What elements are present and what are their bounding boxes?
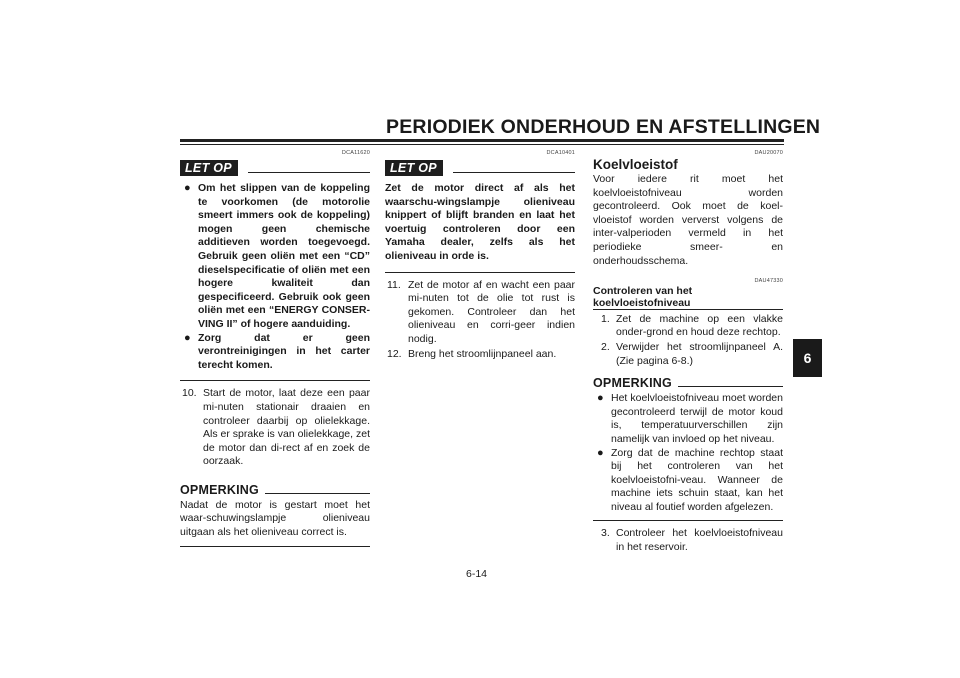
note-rule [678, 386, 783, 387]
step-12: 12. Breng het stroomlijnpaneel aan. [387, 347, 557, 360]
header-rule-thin [180, 144, 784, 145]
column-1 [180, 150, 370, 547]
list-item: ● Zorg dat de machine rechtop staat bij het controleren van het koelvloeistofni-veau. Wanneer de machine iets schuin staat, kan het niveau al foutief worden afgelezen. [593, 447, 783, 515]
bullet-icon: ● [184, 331, 191, 344]
reference-code: DAU20070 [754, 150, 783, 156]
caution-end-rule [385, 272, 575, 273]
note-rule [265, 493, 370, 494]
list-item: ● Om het slippen van de koppeling te voorkomen (de motorolie smeert immers ook de koppeling) mogen geen chemische additieven worden toegevoegd. Gebruik geen oliën met een “CD” dieselspecificatie of oliën met een hogere kwaliteit dan gespecificeerd. Gebruik ook geen oliën met een “ENERGY CONSER-VING II” of hogere aanduiding. [180, 182, 370, 332]
caution-list [180, 182, 370, 372]
caution-badge: LET OP [385, 160, 443, 176]
step-11: 11. Zet de motor af en wacht een paar mi-nuten tot de olie tot rust is gekomen. Controleer dan het olieniveau en corri-geer indien nodig. [387, 278, 575, 345]
list-item: ● Zorg dat er geen verontreinigingen in het carter terecht komen. [180, 332, 370, 373]
subsection-title: Controleren van het koelvloeistofniveau [593, 285, 783, 310]
note-end-rule [593, 520, 783, 521]
bullet-icon: ● [597, 392, 604, 405]
step-10: 10. Start de motor, laat deze een paar mi-nuten stationair draaien en controleer daarbij op olielekkage. Als er sprake is van olielekkage, zet de motor dan di-rect af en zoek de oorzaak. [182, 387, 370, 468]
caution-end-rule [180, 380, 370, 381]
caution-text: Zet de motor direct af als het waarschu-wingslampje olieniveau knippert of blijft branden en laat het voertuig controleren door een Yamaha dealer, zelfs als het olieniveau in orde is. [385, 182, 575, 262]
bullet-icon: ● [597, 446, 604, 459]
column-3 [593, 150, 783, 555]
reference-code: DCA11620 [341, 150, 370, 156]
note-label: OPMERKING [593, 376, 672, 391]
section-intro: Voor iedere rit moet het koelvloeistofniveau worden gecontroleerd. Ook moet de koel-vloeistof worden ververst volgens de inter-valperioden vermeld in het periodieke smeer- en onderhoudsschema. [593, 173, 783, 267]
note-header [180, 483, 370, 497]
caution-header [180, 159, 370, 177]
header-rule-thick [180, 139, 784, 142]
section-title: Koelvloeistof [593, 157, 678, 172]
note-header [593, 376, 783, 390]
page-title: PERIODIEK ONDERHOUD EN AFSTELLINGEN [386, 116, 821, 138]
caution-badge: LET OP [180, 160, 238, 176]
chapter-tab: 6 [793, 339, 822, 377]
bullet-icon: ● [184, 182, 191, 194]
step-1: 1. Zet de machine op een vlakke onder-grond en houd deze rechtop. [601, 312, 783, 339]
list-item: ● Het koelvloeistofniveau moet worden gecontroleerd terwijl de motor koud is, temperatuurverschillen zijn namelijk van invloed op het niveau. [593, 392, 783, 446]
note-end-rule [180, 546, 370, 547]
caution-rule [248, 172, 370, 173]
reference-code: DCA10401 [546, 150, 575, 156]
step-2: 2. Verwijder het stroomlijnpaneel A. (Zie pagina 6-8.) [601, 340, 783, 367]
note-list [593, 392, 783, 514]
caution-rule [453, 172, 575, 173]
note-text: Nadat de motor is gestart moet het waar-schuwingslampje olieniveau uitgaan als het olieniveau correct is. [180, 498, 370, 539]
step-3: 3. Controleer het koelvloeistofniveau in het reservoir. [601, 527, 783, 554]
reference-code: DAU47330 [754, 278, 783, 285]
page-number: 6-14 [466, 568, 488, 580]
caution-header [385, 159, 575, 177]
column-2 [385, 150, 575, 361]
note-label: OPMERKING [180, 482, 259, 497]
